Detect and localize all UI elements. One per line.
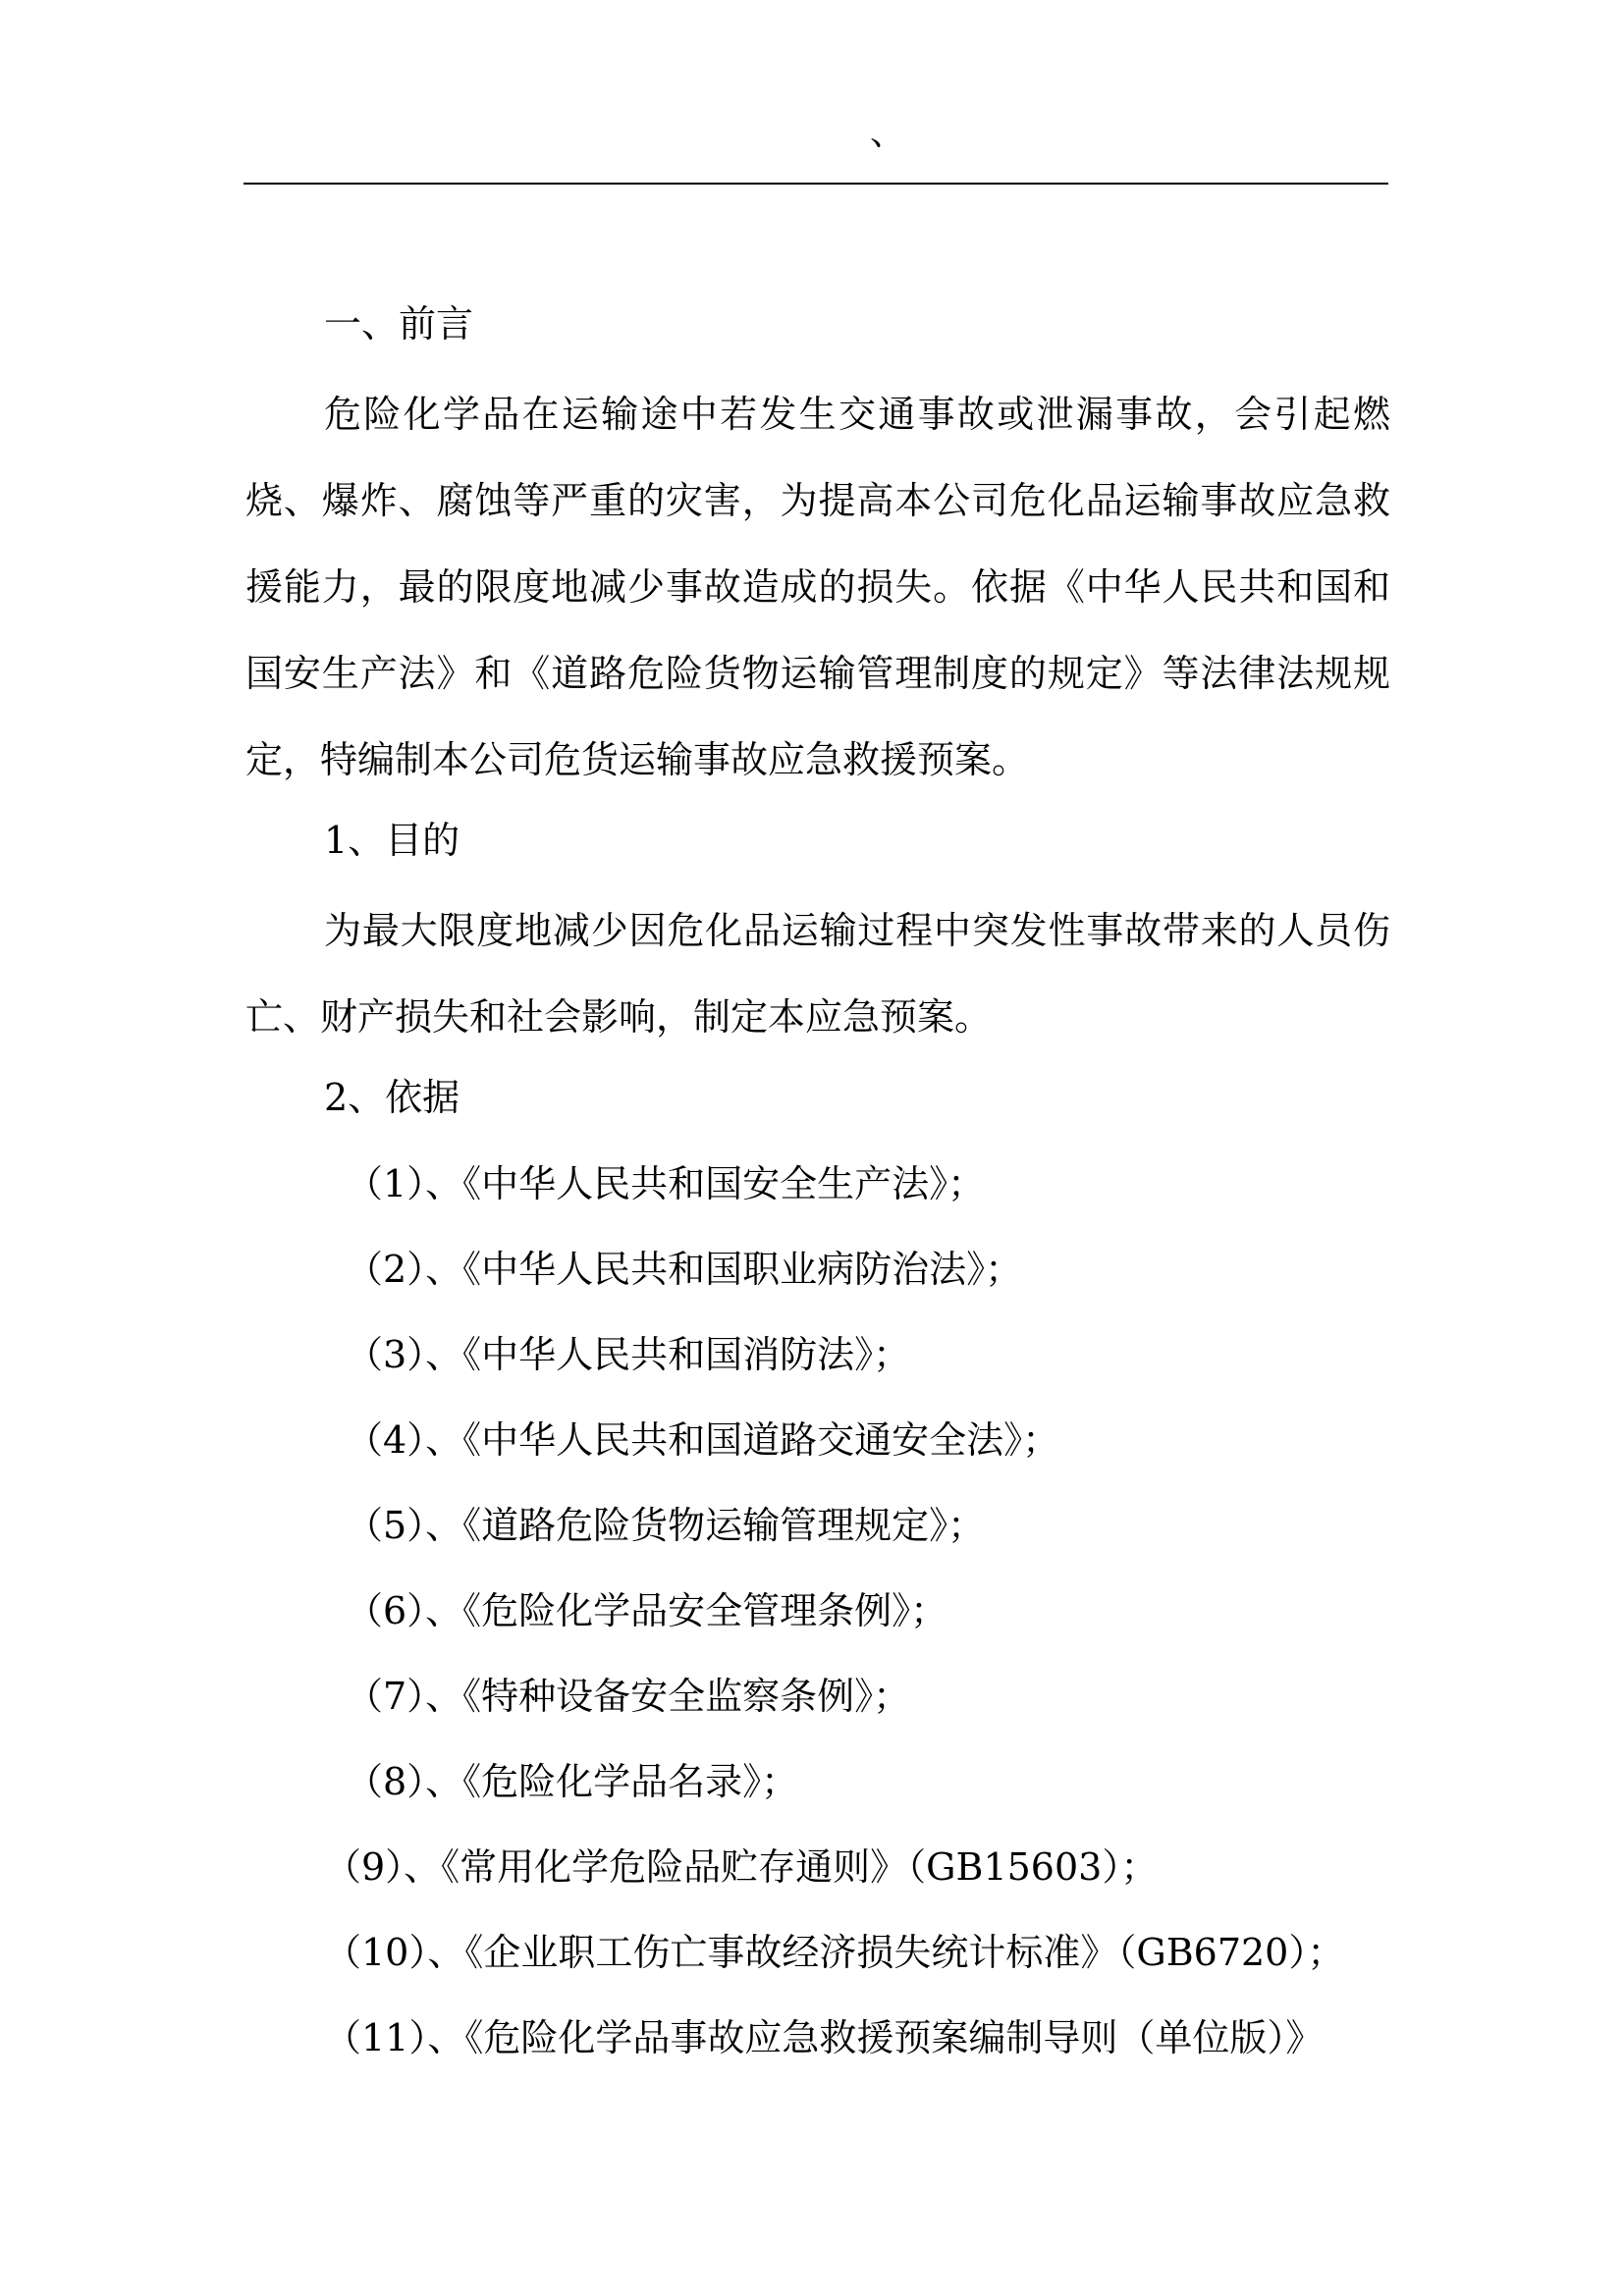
basis-item: （6）、《危险化学品安全管理条例》； [346, 1589, 948, 1632]
purpose-paragraph: 为最大限度地减少因危化品运输过程中突发性事故带来的人员伤亡、财产损失和社会影响，制定本应急预案。 [245, 909, 1390, 1039]
basis-heading: 2、依据 [324, 1076, 460, 1119]
basis-item: （1）、《中华人民共和国安全生产法》； [346, 1162, 986, 1205]
section-heading: 一、前言 [324, 302, 474, 346]
basis-item: （8）、《危险化学品名录》； [346, 1760, 799, 1803]
basis-item: （4）、《中华人民共和国道路交通安全法》； [346, 1418, 1060, 1462]
basis-item: （3）、《中华人民共和国消防法》； [346, 1333, 911, 1376]
header-rule [243, 183, 1388, 185]
header-mark: 、 [870, 113, 906, 153]
intro-paragraph: 危险化学品在运输途中若发生交通事故或泄漏事故，会引起燃烧、爆炸、腐蚀等严重的灾害，为提高本公司危化品运输事故应急救援能力，最的限度地减少事故造成的损失。依据《中华人民共和国和国安生产法》和《道路危险货物运输管理制度的规定》等法律法规规定，特编制本公司危货运输事故应急救援预案。 [245, 393, 1390, 781]
basis-item: （7）、《特种设备安全监察条例》； [346, 1675, 911, 1718]
basis-item: （11）、《危险化学品事故应急救援预案编制导则（单位版）》 [324, 2016, 1324, 2059]
basis-item: （10）、《企业职工伤亡事故经济损失统计标准》（GB6720）； [324, 1931, 1345, 1974]
purpose-heading: 1、目的 [324, 819, 460, 862]
basis-item: （5）、《道路危险货物运输管理规定》； [346, 1504, 986, 1547]
basis-item: （9）、《常用化学危险品贮存通则》（GB15603）； [324, 1845, 1159, 1889]
basis-item: （2）、《中华人民共和国职业病防治法》； [346, 1248, 1023, 1291]
